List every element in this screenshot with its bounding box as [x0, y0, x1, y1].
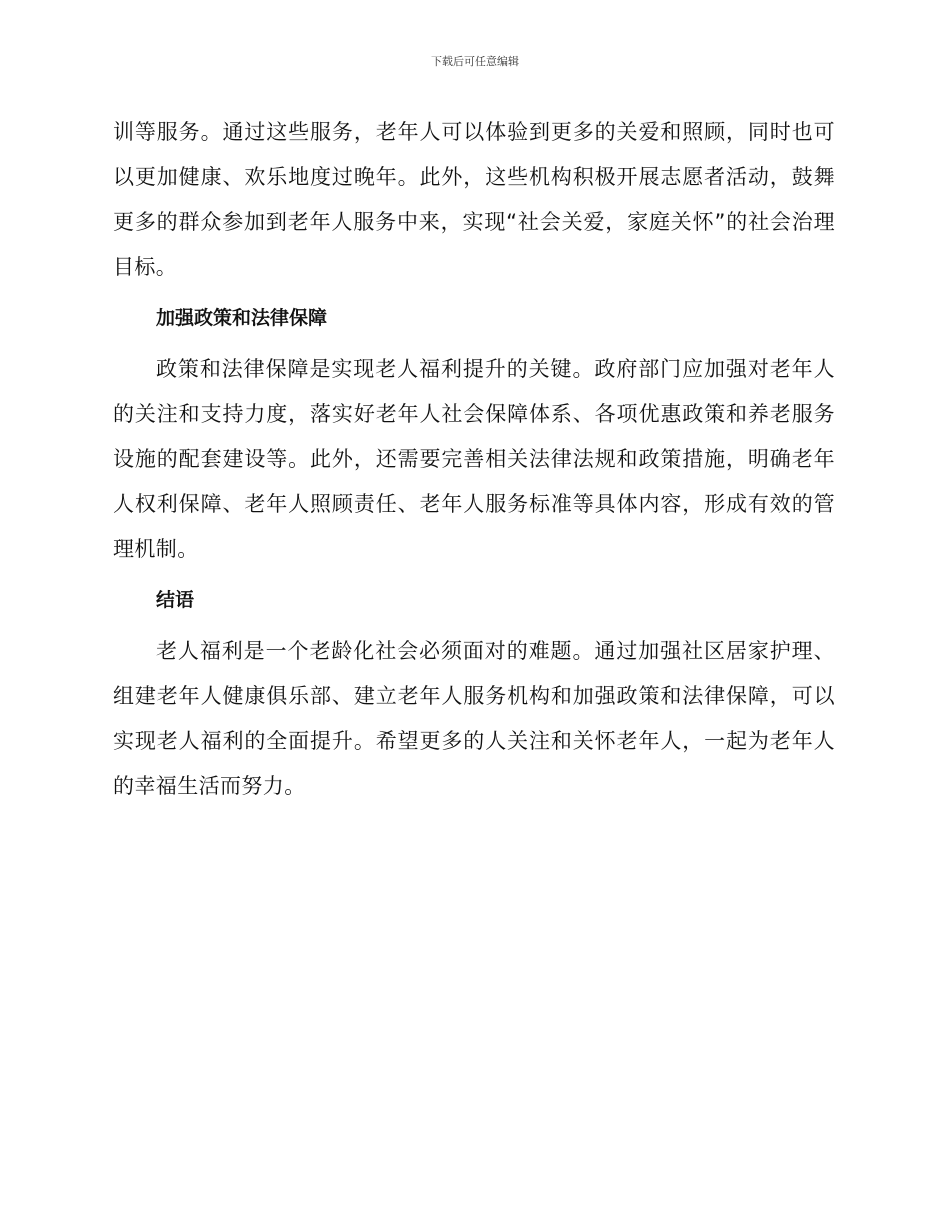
- section-heading-conclusion: 结语: [156, 589, 195, 611]
- continuation-paragraph: 训等服务。通过这些服务，老年人可以体验到更多的关爱和照顾，同时也可以更加健康、欢乐地度过晚年。此外，这些机构积极开展志愿者活动，鼓舞更多的群众参加到老年人服务中来，实现“社会关爱，家庭关怀”的社会治理目标。: [113, 120, 835, 279]
- page-header: 下载后可任意编辑: [431, 55, 519, 68]
- document-body: [113, 110, 835, 809]
- conclusion-paragraph: 老人福利是一个老龄化社会必须面对的难题。通过加强社区居家护理、组建老年人健康俱乐部、建立老年人服务机构和加强政策和法律保障，可以实现老人福利的全面提升。希望更多的人关注和关怀老年人，一起为老年人的幸福生活而努力。: [113, 639, 835, 798]
- policy-paragraph: 政策和法律保障是实现老人福利提升的关键。政府部门应加强对老年人的关注和支持力度，落实好老年人社会保障体系、各项优惠政策和养老服务设施的配套建设等。此外，还需要完善相关法律法规和政策措施，明确老年人权利保障、老年人照顾责任、老年人服务标准等具体内容，形成有效的管理机制。: [113, 357, 835, 561]
- section-heading-policy: 加强政策和法律保障: [156, 307, 328, 329]
